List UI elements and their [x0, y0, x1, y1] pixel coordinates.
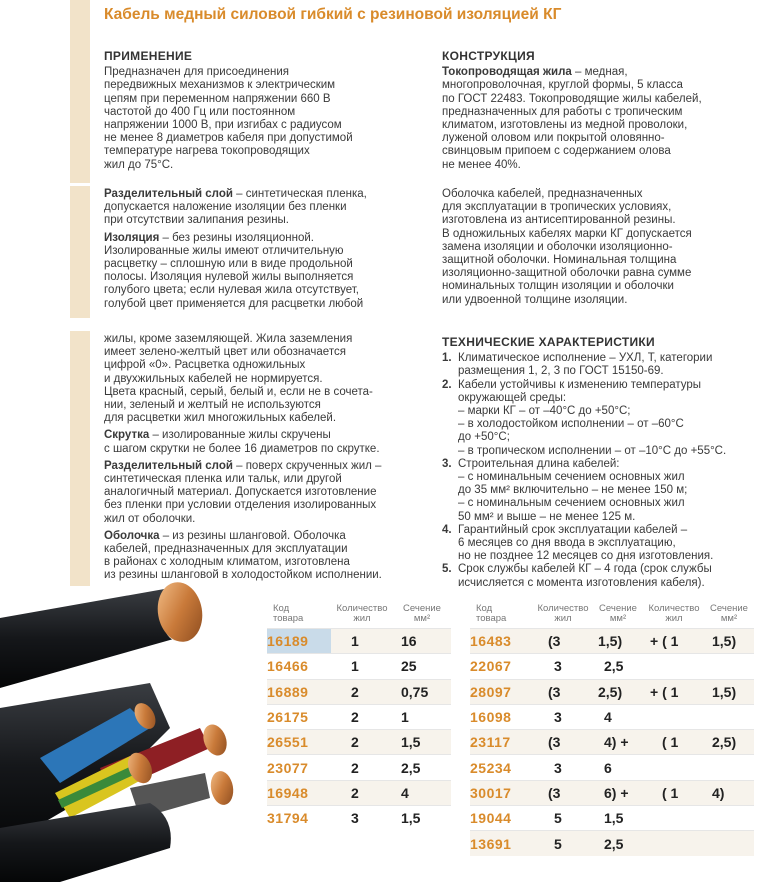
tech-item — [442, 458, 762, 471]
table-row[interactable] — [470, 780, 754, 805]
twist-text: – изолированные жилы скручены — [149, 429, 331, 442]
section-cell: 6 — [592, 755, 644, 780]
insulation-continued-text: и двухжильных кабелей не нормируется. — [104, 372, 323, 385]
tech-subitem: – с номинальным сечением основных жил — [458, 497, 685, 510]
cores-cell: 5 — [534, 831, 592, 856]
construction-heading: КОНСТРУКЦИЯ — [442, 49, 535, 63]
tropical-text: для эксплуатации в тропических условиях, — [442, 201, 672, 214]
extra-cores-cell — [644, 755, 704, 780]
application-line: передвижных механизмов к электрическим — [104, 79, 336, 92]
application-line: температуре нагрева токопроводящих — [104, 145, 310, 158]
product-code-cell[interactable]: 16889 — [267, 679, 331, 704]
separator-text: – синтетическая пленка, — [232, 188, 367, 200]
extra-cores-cell — [644, 806, 704, 831]
core-text: по ГОСТ 22483. Токопроводящие жилы кабелей, — [442, 92, 702, 105]
cores-cell: 2 — [331, 755, 393, 780]
cores-cell: 2 — [331, 704, 393, 729]
cores-cell: (3 — [534, 679, 592, 704]
table-row[interactable] — [267, 730, 451, 755]
section-cell: 25 — [393, 654, 451, 679]
product-code-cell[interactable]: 26175 — [267, 704, 331, 729]
table2-header-cores-extra: Количество жил — [648, 603, 700, 624]
sheath-text: из резины шланговой в холодостойком исполнении. — [104, 569, 382, 582]
page-title: Кабель медный силовой гибкий с резиновой изоляцией КГ — [104, 6, 562, 23]
extra-section-cell: 1,5) — [704, 629, 754, 654]
sheath-text: – из резины шланговой. Оболочка — [159, 529, 346, 542]
tech-item — [442, 379, 762, 405]
insulation-text: – без резины изоляционной. — [159, 231, 314, 244]
copper-core-red — [199, 721, 231, 759]
core-text: свинцовым припоем с содержанием олова — [442, 145, 671, 158]
tech-item-text: Срок службы кабелей КГ – 4 года (срок службы — [458, 563, 712, 576]
cores-cell: 3 — [331, 806, 393, 831]
application-line: не менее 8 диаметров кабеля при допустимой — [104, 132, 353, 145]
core-term: Токопроводящая жила — [442, 66, 572, 79]
section-cell: 4 — [393, 780, 451, 805]
insulation-continued-text: нии, зеленый и желтый не используются — [104, 399, 321, 412]
product-code-cell[interactable]: 23077 — [267, 755, 331, 780]
tech-item-number: 2. — [442, 378, 452, 391]
cable-illustration — [0, 578, 262, 882]
tech-subitem: – с номинальным сечением основных жил — [458, 471, 685, 484]
product-code-cell[interactable]: 16189 — [267, 629, 331, 654]
table1-header-code: Код товара — [273, 603, 304, 624]
accent-band-structure — [70, 331, 90, 586]
extra-section-cell: 4) — [704, 780, 754, 805]
section-cell: 4) + — [592, 730, 644, 755]
tropical-text: изоляционно-защитной оболочки равна сумме — [442, 267, 692, 280]
extra-section-cell: 1,5) — [704, 679, 754, 704]
application-line: напряжении 1000 В, при изгибах с радиусом — [104, 119, 342, 132]
tech-item-number: 3. — [442, 457, 452, 470]
insulation-continued-text: Цвета красный, серый, белый и, если не в сочета- — [104, 385, 373, 398]
application-section — [104, 50, 424, 172]
table-row[interactable] — [470, 629, 754, 654]
table-row[interactable] — [470, 730, 754, 755]
tropical-text: или удвоенной толщине изоляции. — [442, 293, 628, 306]
tech-subitem: – в тропическом исполнении – от –10°С до +55°С. — [458, 444, 727, 457]
structure-section — [104, 333, 424, 583]
extra-section-cell: 2,5) — [704, 730, 754, 755]
extra-cores-cell — [644, 704, 704, 729]
core-text: многопроволочная, круглой формы, 5 класса — [442, 79, 683, 92]
tech-list — [442, 352, 762, 590]
extra-section-cell — [704, 831, 754, 856]
extra-section-cell — [704, 654, 754, 679]
cores-cell: (3 — [534, 629, 592, 654]
tech-subitem: – марки КГ – от –40°С до +50°С; — [458, 405, 631, 418]
product-code-cell[interactable]: 16098 — [470, 704, 534, 729]
table-row[interactable] — [470, 679, 754, 704]
tropical-text: номинальных толщин изоляции и оболочки — [442, 280, 674, 293]
product-code-cell[interactable]: 30017 — [470, 780, 534, 805]
tech-subitem: до +50°С; — [458, 431, 510, 444]
tech-item-text: окружающей среды: — [458, 391, 567, 404]
table-row[interactable] — [470, 831, 754, 856]
insulation-continued-text: имеет зелено-желтый цвет или обозначается — [104, 346, 346, 359]
extra-cores-cell — [644, 654, 704, 679]
tech-section — [442, 336, 762, 590]
product-code-cell[interactable]: 16483 — [470, 629, 534, 654]
tech-subitem: до 35 мм² включительно – не менее 150 м; — [458, 484, 688, 497]
insulation-text: полосы. Изоляция нулевой жилы выполняется — [104, 271, 354, 284]
application-line: Предназначен для присоединения — [104, 66, 290, 79]
application-line: жил до 75°С. — [104, 158, 174, 171]
tech-subitem: – в холодостойком исполнении – от –60°С — [458, 418, 684, 431]
table-row[interactable] — [267, 629, 451, 654]
section-cell: 1,5) — [592, 629, 644, 654]
table-row[interactable] — [267, 806, 451, 831]
layers-section — [104, 188, 424, 311]
product-code-cell[interactable]: 25234 — [470, 755, 534, 780]
tropical-text: защитной оболочки. Номинальная толщина — [442, 254, 677, 267]
table-row[interactable] — [267, 704, 451, 729]
table-row[interactable] — [470, 806, 754, 831]
application-heading: ПРИМЕНЕНИЕ — [104, 49, 193, 63]
section-cell: 2,5 — [393, 755, 451, 780]
insulation-continued-text: для расцветки жил многожильных кабелей. — [104, 412, 337, 425]
section-cell: 2,5 — [592, 654, 644, 679]
table-row[interactable] — [470, 654, 754, 679]
section-cell: 1 — [393, 704, 451, 729]
extra-section-cell — [704, 704, 754, 729]
cores-cell: 1 — [331, 629, 393, 654]
insulation-term: Изоляция — [104, 231, 160, 244]
tech-heading: ТЕХНИЧЕСКИЕ ХАРАКТЕРИСТИКИ — [442, 335, 655, 349]
cores-cell: 5 — [534, 806, 592, 831]
tropical-text: замена изоляции и оболочки изоляционно- — [442, 240, 673, 253]
cores-cell: (3 — [534, 730, 592, 755]
table-row[interactable] — [267, 654, 451, 679]
tech-item-text: Климатическое исполнение – УХЛ, Т, категории — [458, 352, 713, 365]
section-cell: 2,5 — [592, 831, 644, 856]
products-table-2 — [470, 604, 754, 856]
product-code-cell[interactable]: 16466 — [267, 654, 331, 679]
separator2-text: синтетическая пленка или тальк, или другой — [104, 473, 342, 486]
cores-cell: 3 — [534, 654, 592, 679]
tech-item-text: Кабели устойчивы к изменению температуры — [458, 378, 702, 391]
table2-header-section-extra: Сечение мм² — [710, 603, 748, 624]
insulation-continued-text: цифрой «0». Расцветка одножильных — [104, 359, 306, 372]
sheath-term: Оболочка — [104, 529, 160, 542]
extra-cores-cell: ( 1 — [644, 780, 704, 805]
tropical-text: Оболочка кабелей, предназначенных — [442, 188, 643, 200]
tech-item-text: Строительная длина кабелей: — [458, 457, 620, 470]
sheath-text: кабелей, предназначенных для эксплуатации — [104, 543, 348, 556]
construction-section — [442, 50, 760, 172]
section-cell: 0,75 — [393, 679, 451, 704]
insulation-text: расцветку – сплошную или в виде продольной — [104, 258, 353, 271]
core-text: климатом, изготовлены из медной проволоки, — [442, 119, 688, 132]
product-code-cell[interactable]: 13691 — [470, 831, 534, 856]
cores-cell: 1 — [331, 654, 393, 679]
table-row[interactable] — [470, 704, 754, 729]
separator2-text: – поверх скрученных жил – — [232, 459, 382, 472]
cores-cell: 3 — [534, 704, 592, 729]
section-cell: 2,5) — [592, 679, 644, 704]
cores-cell: 2 — [331, 730, 393, 755]
product-code-cell[interactable]: 26551 — [267, 730, 331, 755]
separator-text: при отсутствии залипания резины. — [104, 214, 289, 227]
table-row[interactable] — [267, 780, 451, 805]
table2-header — [470, 604, 754, 629]
tech-item-text: но не позднее 12 месяцев со дня изготовления. — [458, 550, 714, 563]
separator2-term: Разделительный слой — [104, 459, 233, 472]
tech-item — [442, 563, 762, 589]
product-code-cell[interactable]: 31794 — [267, 806, 331, 831]
products-table-1 — [267, 604, 451, 831]
tropical-sheath-section — [442, 188, 760, 307]
tech-item — [442, 352, 762, 378]
twist-term: Скрутка — [104, 429, 150, 442]
product-code-cell[interactable]: 19044 — [470, 806, 534, 831]
extra-cores-cell: + ( 1 — [644, 629, 704, 654]
table1-header-section: Сечение мм² — [403, 603, 441, 624]
separator-text: допускается наложение изоляции без пленки — [104, 201, 347, 214]
extra-cores-cell: + ( 1 — [644, 679, 704, 704]
tech-item-text: Гарантийный срок эксплуатации кабелей – — [458, 523, 688, 536]
core-text: – медная, — [571, 66, 628, 79]
section-cell: 1,5 — [393, 806, 451, 831]
title-accent-band — [70, 0, 90, 58]
core-text: луженой оловом или покрытой оловянно- — [442, 132, 665, 145]
cores-cell: 3 — [534, 755, 592, 780]
product-code-cell[interactable]: 16948 — [267, 780, 331, 805]
section-cell: 1,5 — [592, 806, 644, 831]
insulation-text: голубого цвета; если нулевая жила отсутствует, — [104, 284, 359, 297]
twist-text: с шагом скрутки не более 16 диаметров по скрутке. — [104, 442, 380, 455]
tech-item-number: 5. — [442, 563, 452, 576]
tech-item-number: 1. — [442, 352, 452, 365]
section-cell: 6) + — [592, 780, 644, 805]
extra-section-cell — [704, 806, 754, 831]
tech-item-text: 6 месяцев со дня ввода в эксплуатацию, — [458, 537, 676, 550]
separator-term: Разделительный слой — [104, 188, 233, 200]
section-cell: 4 — [592, 704, 644, 729]
separator2-text: без пленки при условии отделения изолированных — [104, 499, 377, 512]
tech-item-text: исчисляется с момента изготовления кабеля). — [458, 576, 705, 589]
core-text: предназначенных для работы с тропическим — [442, 105, 683, 118]
table-row[interactable] — [267, 679, 451, 704]
tech-item-text: размещения 1, 2, 3 по ГОСТ 15150-69. — [458, 365, 664, 378]
table2-header-code: Код товара — [476, 603, 507, 624]
section-cell: 1,5 — [393, 730, 451, 755]
accent-band-application — [70, 58, 90, 183]
table-row[interactable] — [470, 755, 754, 780]
accent-band-layers — [70, 186, 90, 318]
table-row[interactable] — [267, 755, 451, 780]
section-cell: 16 — [393, 629, 451, 654]
insulation-text: Изолированные жилы имеют отличительную — [104, 244, 344, 257]
tropical-text: изготовлена из антисептированной резины. — [442, 214, 676, 227]
tropical-text: В одножильных кабелях марки КГ допускается — [442, 227, 692, 240]
separator2-text: аналогичный материал. Допускается изготовление — [104, 486, 377, 499]
product-code-cell[interactable]: 22067 — [470, 654, 534, 679]
application-line: цепям при переменном напряжении 660 В — [104, 92, 331, 105]
cores-cell: (3 — [534, 780, 592, 805]
insulation-text: голубой цвет применяется для расцветки любой — [104, 297, 364, 310]
tech-item-number: 4. — [442, 523, 452, 536]
table1-header — [267, 604, 451, 629]
tech-subitem: 50 мм² и выше – не менее 125 м. — [458, 510, 636, 523]
table2-header-section: Сечение мм² — [599, 603, 637, 624]
separator2-text: жил от оболочки. — [104, 512, 196, 525]
copper-core-grey — [208, 769, 236, 806]
insulation-continued-text: жилы, кроме заземляющей. Жила заземления — [104, 333, 353, 345]
extra-cores-cell — [644, 831, 704, 856]
product-code-cell[interactable]: 28097 — [470, 679, 534, 704]
core-text: не менее 40%. — [442, 158, 521, 171]
tech-item — [442, 524, 762, 564]
extra-section-cell — [704, 755, 754, 780]
extra-cores-cell: ( 1 — [644, 730, 704, 755]
cores-cell: 2 — [331, 679, 393, 704]
sheath-text: в районах с холодным климатом, изготовлена — [104, 556, 350, 569]
application-line: частотой до 400 Гц или постоянном — [104, 105, 296, 118]
table1-header-cores: Количество жил — [336, 603, 388, 624]
cores-cell: 2 — [331, 780, 393, 805]
product-code-cell[interactable]: 23117 — [470, 730, 534, 755]
table2-header-cores: Количество жил — [537, 603, 589, 624]
